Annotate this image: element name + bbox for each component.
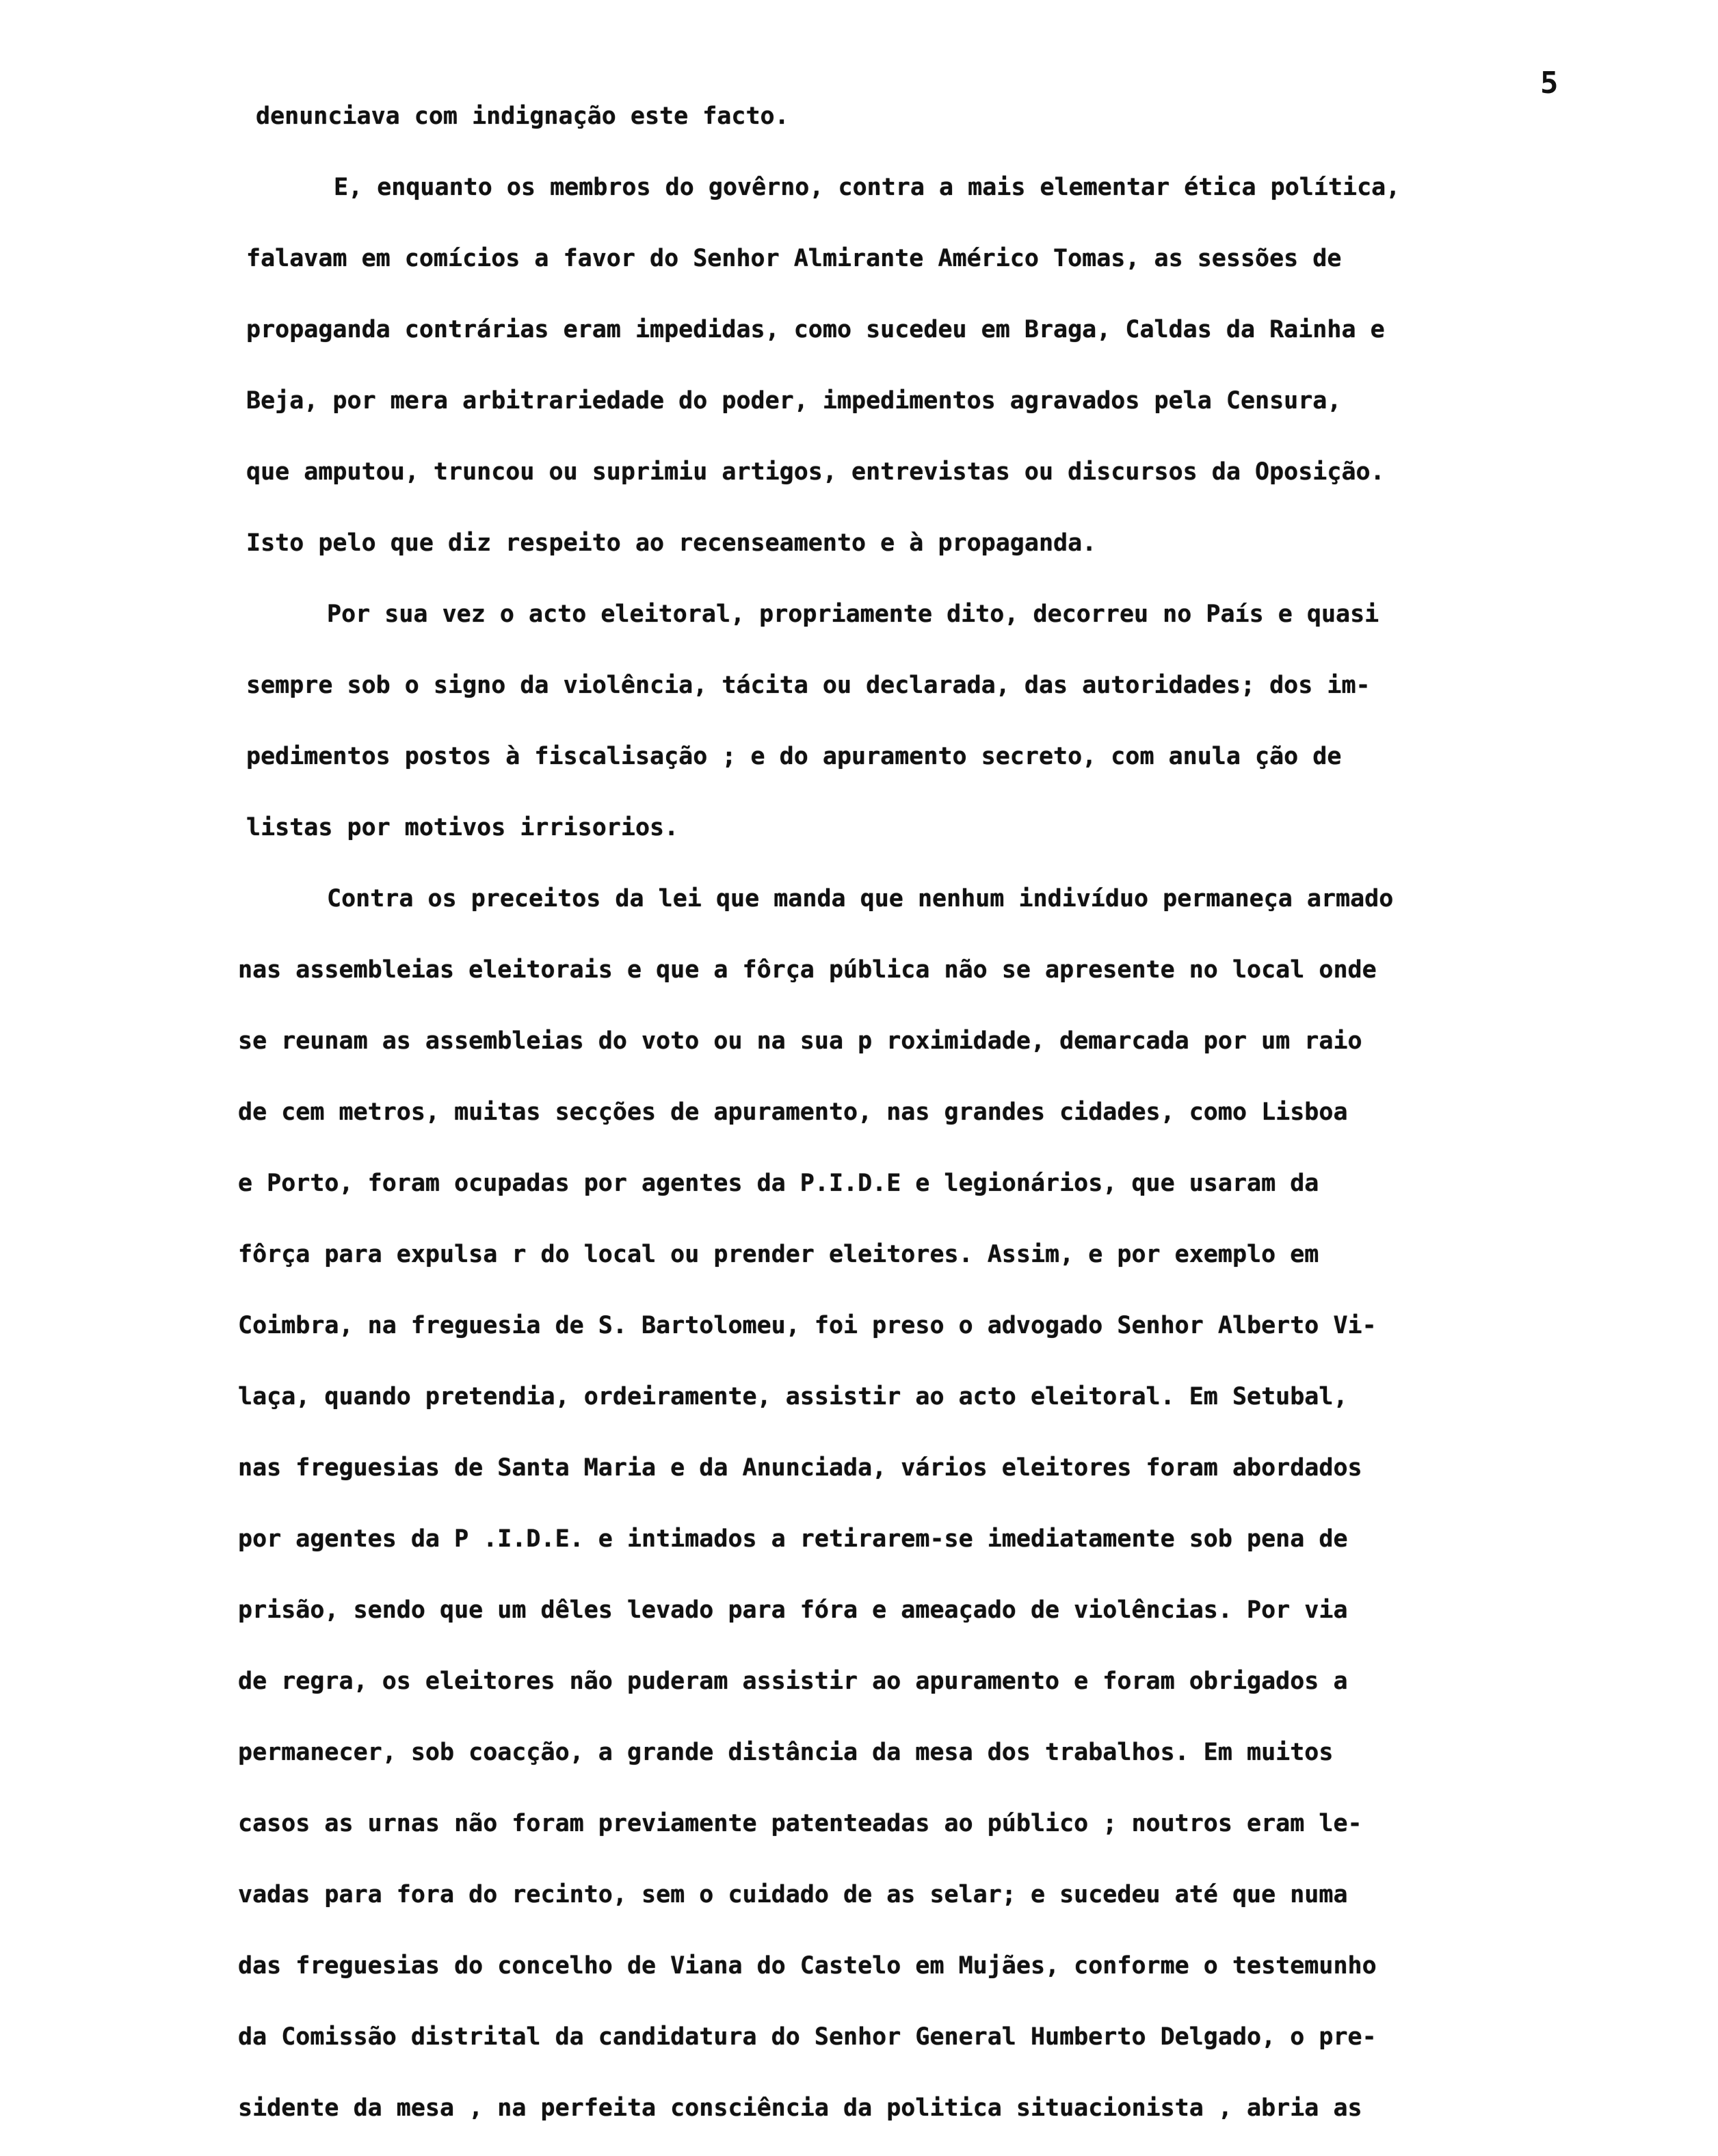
text-line: de cem metros, muitas secções de apuramento, nas grandes cidades, como Lisboa	[238, 1099, 1348, 1126]
text-line: listas por motivos irrisorios.	[246, 814, 679, 841]
text-line: permanecer, sob coacção, a grande distância da mesa dos trabalhos. Em muitos	[238, 1739, 1334, 1766]
text-line: Por sua vez o acto eleitoral, propriamente dito, decorreu no País e quasi	[327, 601, 1379, 628]
text-line: E, enquanto os membros do govêrno, contra a mais elementar ética política,	[334, 174, 1401, 201]
text-line: pedimentos postos à fiscalisação ; e do apuramento secreto, com anula ção de	[246, 743, 1342, 770]
text-line: falavam em comícios a favor do Senhor Almirante Américo Tomas, as sessões de	[246, 245, 1342, 272]
text-line: Isto pelo que diz respeito ao recenseamento e à propaganda.	[246, 529, 1097, 557]
text-line: por agentes da P .I.D.E. e intimados a retirarem-se imediatamente sob pena de	[238, 1525, 1348, 1553]
text-line: se reunam as assembleias do voto ou na sua p roximidade, demarcada por um raio	[238, 1027, 1362, 1055]
text-line: laça, quando pretendia, ordeiramente, assistir ao acto eleitoral. Em Setubal,	[238, 1383, 1348, 1410]
text-line: vadas para fora do recinto, sem o cuidado de as selar; e sucedeu até que numa	[238, 1881, 1348, 1908]
text-line: sempre sob o signo da violência, tácita ou declarada, das autoridades; dos im-	[246, 672, 1371, 699]
text-line: casos as urnas não foram previamente patenteadas ao público ; noutros eram le-	[238, 1810, 1362, 1837]
text-line: sidente da mesa , na perfeita consciência da politica situacionista , abria as	[238, 2094, 1362, 2122]
text-line: das freguesias do concelho de Viana do Castelo em Mujães, conforme o testemunho	[238, 1952, 1377, 1980]
text-line: Beja, por mera arbitrariedade do poder, impedimentos agravados pela Censura,	[246, 387, 1342, 415]
text-line: prisão, sendo que um dêles levado para fóra e ameaçado de violências. Por via	[238, 1596, 1348, 1624]
text-line: fôrça para expulsa r do local ou prender eleitores. Assim, e por exemplo em	[238, 1241, 1319, 1268]
text-line: propaganda contrárias eram impedidas, como sucedeu em Braga, Caldas da Rainha e	[246, 316, 1385, 343]
text-line: Contra os preceitos da lei que manda que nenhum indivíduo permaneça armado	[327, 885, 1394, 912]
text-line: que amputou, truncou ou suprimiu artigos, entrevistas ou discursos da Oposição.	[246, 458, 1385, 486]
text-line: de regra, os eleitores não puderam assistir ao apuramento e foram obrigados a	[238, 1668, 1348, 1695]
text-line: da Comissão distrital da candidatura do Senhor General Humberto Delgado, o pre-	[238, 2023, 1377, 2051]
text-line: nas assembleias eleitorais e que a fôrça pública não se apresente no local onde	[238, 956, 1377, 984]
page-number: 5	[1540, 66, 1559, 101]
text-line: e Porto, foram ocupadas por agentes da P.I.D.E e legionários, que usaram da	[238, 1170, 1319, 1197]
text-line: denunciava com indignação este facto.	[256, 103, 789, 130]
text-line: nas freguesias de Santa Maria e da Anunciada, vários eleitores foram abordados	[238, 1454, 1362, 1482]
text-line: Coimbra, na freguesia de S. Bartolomeu, foi preso o advogado Senhor Alberto Vi-	[238, 1312, 1377, 1339]
